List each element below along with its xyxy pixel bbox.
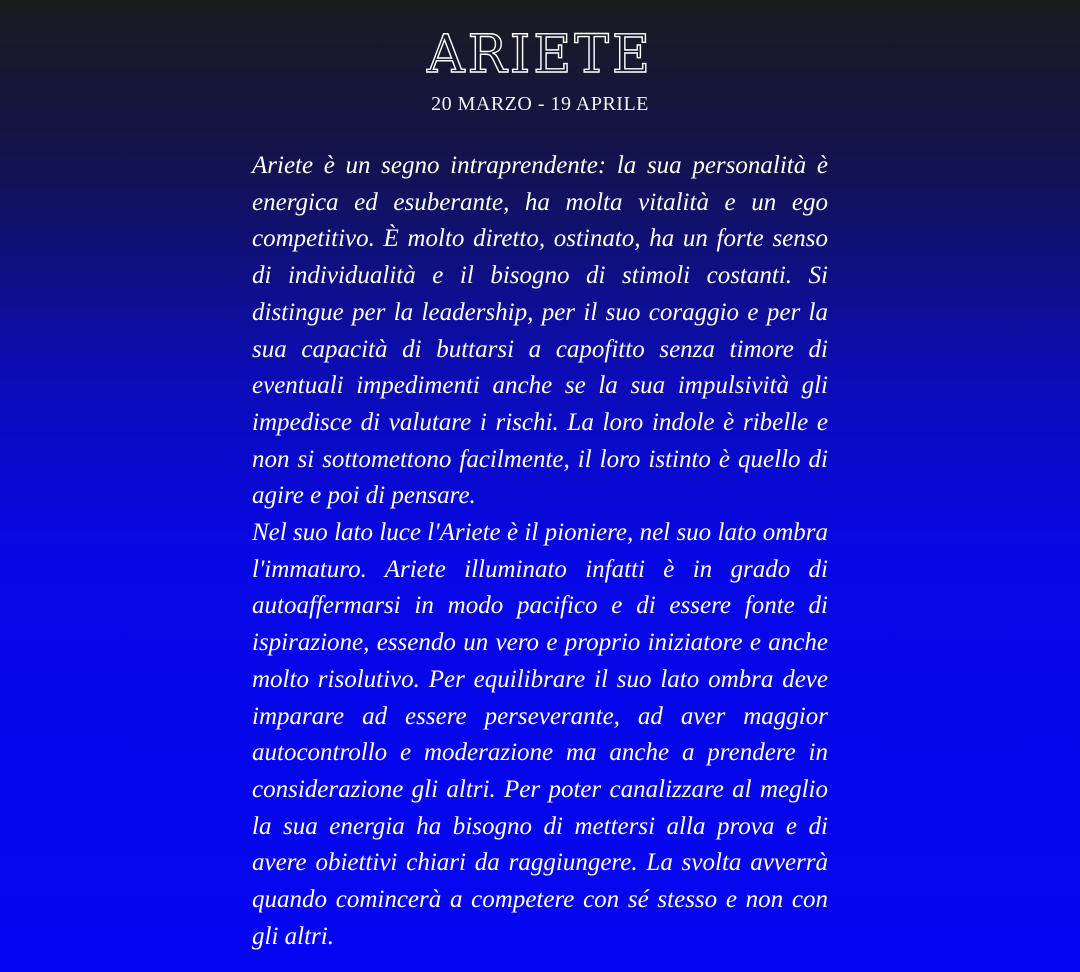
- description-paragraph-1: Ariete è un segno intraprendente: la sua personalità è energica ed esuberante, ha molta vitalità e un ego competitivo. È molto diretto, ostinato, ha un forte senso di individualità e il bisogno di stimoli costanti. Si distingue per la leadership, per il suo coraggio e per la sua capacità di buttarsi a capofitto senza timore di eventuali impedimenti anche se la sua impulsività gli impedisce di valutare i rischi. La loro indole è ribelle e non si sottomettono facilmente, il loro istinto è quello di agire e poi di pensare.: [252, 152, 828, 510]
- sign-date-range: 20 MARZO - 19 APRILE: [431, 93, 649, 115]
- description-paragraph-2: Nel suo lato luce l'Ariete è il pioniere, nel suo lato ombra l'immaturo. Ariete illuminato infatti è in grado di autoaffermarsi in modo pacifico e di essere fonte di ispirazione, essendo un vero e proprio iniziatore e anche molto risolutivo. Per equilibrare il suo lato ombra deve imparare ad essere perseverante, ad aver maggior autocontrollo e moderazione ma anche a prendere in considerazione gli altri. Per poter canalizzare al meglio la sua energia ha bisogno di mettersi alla prova e di avere obiettivi chiari da raggiungere. La svolta avverrà quando comincerà a competere con sé stesso e non con gli altri.: [252, 519, 828, 950]
- sign-title: ARIETE: [427, 25, 653, 85]
- sign-description: [252, 148, 828, 955]
